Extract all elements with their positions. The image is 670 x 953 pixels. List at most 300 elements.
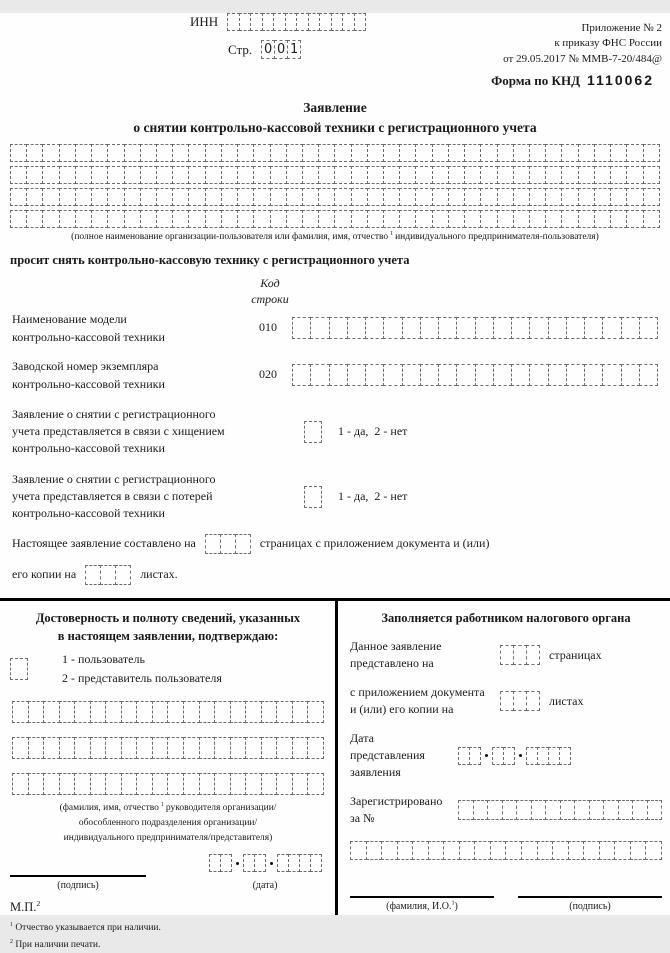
- char-cell[interactable]: [10, 188, 27, 206]
- char-cell[interactable]: [10, 166, 27, 184]
- char-cell[interactable]: [302, 210, 319, 228]
- char-cell[interactable]: [28, 701, 45, 723]
- attached-sheets-field[interactable]: [500, 691, 540, 711]
- char-cell[interactable]: [584, 364, 603, 386]
- char-cell[interactable]: [221, 144, 238, 162]
- char-cell[interactable]: [529, 364, 548, 386]
- confirmer-name-row-3[interactable]: [12, 773, 324, 795]
- char-cell[interactable]: [74, 773, 91, 795]
- char-cell[interactable]: [183, 773, 200, 795]
- char-cell[interactable]: [432, 188, 449, 206]
- char-cell[interactable]: [383, 364, 402, 386]
- char-cell[interactable]: [140, 210, 157, 228]
- char-cell[interactable]: [529, 166, 546, 184]
- char-cell[interactable]: [630, 841, 647, 860]
- applicant-name-row-1[interactable]: [10, 144, 660, 162]
- applicant-name-row-3[interactable]: [10, 188, 660, 206]
- char-cell[interactable]: [645, 841, 662, 860]
- char-cell[interactable]: [124, 144, 141, 162]
- char-cell[interactable]: [497, 188, 514, 206]
- char-cell[interactable]: [214, 773, 231, 795]
- char-cell[interactable]: [59, 166, 76, 184]
- char-cell[interactable]: [107, 188, 124, 206]
- char-cell[interactable]: [270, 188, 287, 206]
- char-cell[interactable]: [85, 565, 101, 585]
- date-group[interactable]: [492, 747, 515, 765]
- char-cell[interactable]: [199, 737, 216, 759]
- submission-date-field[interactable]: [458, 747, 571, 765]
- char-cell[interactable]: [526, 645, 540, 665]
- char-cell[interactable]: [310, 317, 329, 339]
- char-cell[interactable]: [75, 188, 92, 206]
- char-cell[interactable]: [626, 210, 643, 228]
- char-cell[interactable]: [220, 534, 236, 554]
- char-cell[interactable]: [107, 210, 124, 228]
- char-cell[interactable]: [503, 747, 515, 765]
- char-cell[interactable]: [383, 144, 400, 162]
- char-cell[interactable]: [59, 737, 76, 759]
- char-cell[interactable]: [458, 800, 474, 820]
- char-cell[interactable]: [205, 166, 222, 184]
- date-group[interactable]: [458, 747, 481, 765]
- serial-number-field[interactable]: [292, 364, 658, 386]
- char-cell[interactable]: [473, 800, 489, 820]
- char-cell[interactable]: [354, 13, 367, 31]
- char-cell[interactable]: [552, 841, 569, 860]
- char-cell[interactable]: [560, 800, 576, 820]
- char-cell[interactable]: [214, 701, 231, 723]
- char-cell[interactable]: [136, 737, 153, 759]
- char-cell[interactable]: [253, 166, 270, 184]
- char-cell[interactable]: [568, 841, 585, 860]
- confirmer-type-field[interactable]: [10, 658, 28, 680]
- char-cell[interactable]: [140, 144, 157, 162]
- char-cell[interactable]: [469, 747, 481, 765]
- char-cell[interactable]: [318, 144, 335, 162]
- char-cell[interactable]: [10, 210, 27, 228]
- char-cell[interactable]: [365, 364, 384, 386]
- char-cell[interactable]: [91, 144, 108, 162]
- char-cell[interactable]: [480, 210, 497, 228]
- char-cell[interactable]: [253, 144, 270, 162]
- confirm-date-field[interactable]: [209, 854, 322, 872]
- char-cell[interactable]: [420, 317, 439, 339]
- char-cell[interactable]: [399, 144, 416, 162]
- char-cell[interactable]: [490, 841, 507, 860]
- char-cell[interactable]: [302, 166, 319, 184]
- char-cell[interactable]: [183, 737, 200, 759]
- char-cell[interactable]: [12, 737, 29, 759]
- char-cell[interactable]: [603, 800, 619, 820]
- char-cell[interactable]: [292, 773, 309, 795]
- char-cell[interactable]: [383, 210, 400, 228]
- char-cell[interactable]: [26, 210, 43, 228]
- char-cell[interactable]: [513, 691, 527, 711]
- char-cell[interactable]: [632, 800, 648, 820]
- char-cell[interactable]: [237, 166, 254, 184]
- applicant-name-row-2[interactable]: [10, 166, 660, 184]
- char-cell[interactable]: [43, 773, 60, 795]
- char-cell[interactable]: [351, 188, 368, 206]
- char-cell[interactable]: [199, 773, 216, 795]
- char-cell[interactable]: [59, 188, 76, 206]
- char-cell[interactable]: [318, 166, 335, 184]
- char-cell[interactable]: [566, 364, 585, 386]
- char-cell[interactable]: [513, 210, 530, 228]
- char-cell[interactable]: [529, 317, 548, 339]
- char-cell[interactable]: [334, 188, 351, 206]
- char-cell[interactable]: [464, 210, 481, 228]
- char-cell[interactable]: [124, 210, 141, 228]
- char-cell[interactable]: [245, 701, 262, 723]
- char-cell[interactable]: [459, 841, 476, 860]
- char-cell[interactable]: [42, 210, 59, 228]
- official-name-field[interactable]: [350, 841, 662, 860]
- char-cell[interactable]: [105, 773, 122, 795]
- char-cell[interactable]: [42, 166, 59, 184]
- char-cell[interactable]: [561, 210, 578, 228]
- char-cell[interactable]: [621, 317, 640, 339]
- char-cell[interactable]: [75, 144, 92, 162]
- char-cell[interactable]: [397, 841, 414, 860]
- char-cell[interactable]: [500, 645, 514, 665]
- char-cell[interactable]: [529, 144, 546, 162]
- char-cell[interactable]: [480, 144, 497, 162]
- char-cell[interactable]: [121, 773, 138, 795]
- char-cell[interactable]: [366, 841, 383, 860]
- char-cell[interactable]: [456, 317, 475, 339]
- char-cell[interactable]: [610, 188, 627, 206]
- char-cell[interactable]: [136, 773, 153, 795]
- registration-number-field[interactable]: [458, 800, 662, 820]
- char-cell[interactable]: [415, 166, 432, 184]
- char-cell[interactable]: [199, 701, 216, 723]
- char-cell[interactable]: [253, 188, 270, 206]
- char-cell[interactable]: [548, 317, 567, 339]
- char-cell[interactable]: [237, 188, 254, 206]
- char-cell[interactable]: [261, 737, 278, 759]
- char-cell[interactable]: [578, 188, 595, 206]
- char-cell[interactable]: [578, 166, 595, 184]
- char-cell[interactable]: [505, 841, 522, 860]
- char-cell[interactable]: [334, 210, 351, 228]
- char-cell[interactable]: [121, 737, 138, 759]
- char-cell[interactable]: [188, 188, 205, 206]
- char-cell[interactable]: [626, 166, 643, 184]
- char-cell[interactable]: [448, 144, 465, 162]
- char-cell[interactable]: [292, 317, 311, 339]
- date-group[interactable]: [209, 854, 232, 872]
- confirmer-name-row-1[interactable]: [12, 701, 324, 723]
- char-cell[interactable]: [474, 841, 491, 860]
- char-cell[interactable]: [59, 773, 76, 795]
- char-cell[interactable]: [480, 166, 497, 184]
- char-cell[interactable]: [529, 210, 546, 228]
- char-cell[interactable]: [140, 188, 157, 206]
- char-cell[interactable]: [302, 144, 319, 162]
- char-cell[interactable]: [156, 166, 173, 184]
- char-cell[interactable]: [105, 701, 122, 723]
- char-cell[interactable]: [456, 364, 475, 386]
- char-cell[interactable]: [561, 144, 578, 162]
- char-cell[interactable]: [329, 364, 348, 386]
- char-cell[interactable]: [626, 144, 643, 162]
- char-cell[interactable]: [59, 210, 76, 228]
- char-cell[interactable]: [214, 737, 231, 759]
- applicant-name-row-4[interactable]: [10, 210, 660, 228]
- char-cell[interactable]: [307, 737, 324, 759]
- char-cell[interactable]: [304, 486, 322, 508]
- char-cell[interactable]: [107, 166, 124, 184]
- char-cell[interactable]: [261, 701, 278, 723]
- submitted-pages-field[interactable]: [500, 645, 540, 665]
- char-cell[interactable]: [334, 166, 351, 184]
- char-cell[interactable]: [383, 317, 402, 339]
- char-cell[interactable]: [100, 565, 116, 585]
- char-cell[interactable]: [448, 188, 465, 206]
- char-cell[interactable]: [367, 188, 384, 206]
- char-cell[interactable]: [502, 800, 518, 820]
- char-cell[interactable]: [276, 737, 293, 759]
- char-cell[interactable]: [121, 701, 138, 723]
- char-cell[interactable]: [91, 188, 108, 206]
- char-cell[interactable]: [583, 841, 600, 860]
- char-cell[interactable]: [75, 210, 92, 228]
- char-cell[interactable]: [28, 737, 45, 759]
- char-cell[interactable]: [329, 317, 348, 339]
- char-cell[interactable]: [292, 364, 311, 386]
- char-cell[interactable]: [74, 701, 91, 723]
- char-cell[interactable]: [237, 144, 254, 162]
- date-group[interactable]: [277, 854, 322, 872]
- char-cell[interactable]: [43, 701, 60, 723]
- char-cell[interactable]: [167, 737, 184, 759]
- char-cell[interactable]: [221, 210, 238, 228]
- char-cell[interactable]: [602, 317, 621, 339]
- char-cell[interactable]: [302, 188, 319, 206]
- char-cell[interactable]: [347, 364, 366, 386]
- char-cell[interactable]: [432, 166, 449, 184]
- char-cell[interactable]: [399, 166, 416, 184]
- char-cell[interactable]: [230, 773, 247, 795]
- char-cell[interactable]: [276, 701, 293, 723]
- char-cell[interactable]: [610, 210, 627, 228]
- char-cell[interactable]: [318, 210, 335, 228]
- char-cell[interactable]: [26, 144, 43, 162]
- char-cell[interactable]: [566, 317, 585, 339]
- char-cell[interactable]: [172, 188, 189, 206]
- char-cell[interactable]: [245, 737, 262, 759]
- char-cell[interactable]: [10, 144, 27, 162]
- char-cell[interactable]: [537, 841, 554, 860]
- char-cell[interactable]: [245, 773, 262, 795]
- char-cell[interactable]: [574, 800, 590, 820]
- inn-field[interactable]: [227, 13, 366, 31]
- char-cell[interactable]: [594, 188, 611, 206]
- char-cell[interactable]: [383, 188, 400, 206]
- char-cell[interactable]: [136, 701, 153, 723]
- char-cell[interactable]: [167, 773, 184, 795]
- char-cell[interactable]: [561, 166, 578, 184]
- char-cell[interactable]: [347, 317, 366, 339]
- char-cell[interactable]: [91, 210, 108, 228]
- char-cell[interactable]: [205, 210, 222, 228]
- char-cell[interactable]: [475, 317, 494, 339]
- char-cell[interactable]: [599, 841, 616, 860]
- char-cell[interactable]: [487, 800, 503, 820]
- char-cell[interactable]: [561, 188, 578, 206]
- char-cell[interactable]: [205, 188, 222, 206]
- char-cell[interactable]: [497, 210, 514, 228]
- char-cell[interactable]: [310, 364, 329, 386]
- char-cell[interactable]: [513, 645, 527, 665]
- char-cell[interactable]: [545, 166, 562, 184]
- char-cell[interactable]: [350, 841, 367, 860]
- date-group[interactable]: [526, 747, 571, 765]
- char-cell[interactable]: [493, 364, 512, 386]
- char-cell[interactable]: [253, 210, 270, 228]
- char-cell[interactable]: [529, 188, 546, 206]
- char-cell[interactable]: [42, 188, 59, 206]
- char-cell[interactable]: [310, 854, 322, 872]
- char-cell[interactable]: [639, 317, 658, 339]
- char-cell[interactable]: [493, 317, 512, 339]
- char-cell[interactable]: [399, 188, 416, 206]
- copies-count-field[interactable]: [85, 565, 131, 585]
- char-cell[interactable]: [415, 188, 432, 206]
- char-cell[interactable]: [318, 188, 335, 206]
- char-cell[interactable]: [618, 800, 634, 820]
- char-cell[interactable]: [172, 166, 189, 184]
- char-cell[interactable]: [643, 166, 660, 184]
- char-cell[interactable]: [526, 691, 540, 711]
- char-cell[interactable]: [594, 166, 611, 184]
- char-cell[interactable]: [124, 166, 141, 184]
- char-cell[interactable]: [589, 800, 605, 820]
- char-cell[interactable]: [91, 166, 108, 184]
- char-cell[interactable]: [621, 364, 640, 386]
- char-cell[interactable]: [531, 800, 547, 820]
- char-cell[interactable]: [367, 144, 384, 162]
- char-cell[interactable]: [367, 210, 384, 228]
- char-cell[interactable]: [438, 364, 457, 386]
- char-cell[interactable]: [172, 144, 189, 162]
- char-cell[interactable]: [475, 364, 494, 386]
- char-cell[interactable]: [26, 188, 43, 206]
- char-cell[interactable]: [74, 737, 91, 759]
- char-cell[interactable]: [578, 210, 595, 228]
- char-cell[interactable]: [172, 210, 189, 228]
- char-cell[interactable]: [545, 800, 561, 820]
- char-cell[interactable]: [140, 166, 157, 184]
- char-cell[interactable]: [415, 144, 432, 162]
- char-cell[interactable]: [448, 210, 465, 228]
- char-cell[interactable]: [521, 841, 538, 860]
- char-cell[interactable]: [59, 144, 76, 162]
- char-cell[interactable]: [43, 737, 60, 759]
- char-cell[interactable]: [432, 144, 449, 162]
- char-cell[interactable]: [432, 210, 449, 228]
- char-cell[interactable]: [497, 144, 514, 162]
- confirmer-name-row-2[interactable]: [12, 737, 324, 759]
- char-cell[interactable]: [230, 737, 247, 759]
- char-cell[interactable]: [307, 701, 324, 723]
- char-cell[interactable]: [270, 210, 287, 228]
- char-cell[interactable]: [545, 144, 562, 162]
- char-cell[interactable]: [497, 166, 514, 184]
- char-cell[interactable]: [105, 737, 122, 759]
- char-cell[interactable]: [292, 737, 309, 759]
- char-cell[interactable]: [188, 144, 205, 162]
- char-cell[interactable]: [90, 773, 107, 795]
- char-cell[interactable]: [90, 701, 107, 723]
- char-cell[interactable]: [548, 364, 567, 386]
- char-cell[interactable]: [545, 188, 562, 206]
- theft-flag-field[interactable]: [304, 421, 322, 443]
- char-cell[interactable]: [115, 565, 131, 585]
- char-cell[interactable]: [626, 188, 643, 206]
- char-cell[interactable]: [647, 800, 663, 820]
- char-cell[interactable]: [152, 773, 169, 795]
- char-cell[interactable]: [205, 534, 221, 554]
- char-cell[interactable]: [594, 210, 611, 228]
- pages-count-field[interactable]: [205, 534, 251, 554]
- char-cell[interactable]: [90, 737, 107, 759]
- char-cell[interactable]: [428, 841, 445, 860]
- char-cell[interactable]: [12, 701, 29, 723]
- char-cell[interactable]: [107, 144, 124, 162]
- char-cell[interactable]: [292, 701, 309, 723]
- char-cell[interactable]: [270, 166, 287, 184]
- char-cell[interactable]: [412, 841, 429, 860]
- char-cell[interactable]: [402, 317, 421, 339]
- char-cell[interactable]: [402, 364, 421, 386]
- char-cell[interactable]: [610, 166, 627, 184]
- char-cell[interactable]: [594, 144, 611, 162]
- char-cell[interactable]: [156, 144, 173, 162]
- model-name-field[interactable]: [292, 317, 658, 339]
- char-cell[interactable]: [367, 166, 384, 184]
- char-cell[interactable]: [578, 144, 595, 162]
- char-cell[interactable]: [152, 737, 169, 759]
- char-cell[interactable]: [438, 317, 457, 339]
- char-cell[interactable]: [464, 144, 481, 162]
- char-cell[interactable]: [513, 166, 530, 184]
- char-cell[interactable]: [254, 854, 266, 872]
- char-cell[interactable]: [643, 210, 660, 228]
- char-cell[interactable]: [602, 364, 621, 386]
- char-cell[interactable]: [221, 166, 238, 184]
- char-cell[interactable]: [448, 166, 465, 184]
- char-cell[interactable]: [28, 773, 45, 795]
- char-cell[interactable]: [286, 188, 303, 206]
- char-cell[interactable]: [420, 364, 439, 386]
- char-cell[interactable]: [42, 144, 59, 162]
- char-cell[interactable]: [230, 701, 247, 723]
- char-cell[interactable]: [183, 701, 200, 723]
- char-cell[interactable]: [307, 773, 324, 795]
- date-group[interactable]: [243, 854, 266, 872]
- char-cell[interactable]: [12, 773, 29, 795]
- char-cell[interactable]: [351, 166, 368, 184]
- char-cell[interactable]: [399, 210, 416, 228]
- char-cell[interactable]: [464, 166, 481, 184]
- char-cell[interactable]: [516, 800, 532, 820]
- char-cell[interactable]: [415, 210, 432, 228]
- char-cell[interactable]: [383, 166, 400, 184]
- char-cell[interactable]: [220, 854, 232, 872]
- char-cell[interactable]: [221, 188, 238, 206]
